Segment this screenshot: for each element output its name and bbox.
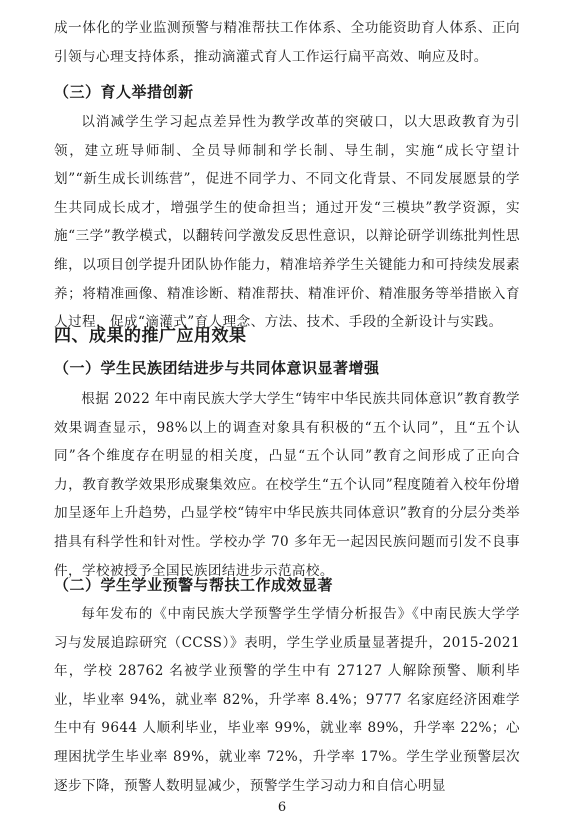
heading-education-measures: （三）育人举措创新 [54, 83, 194, 101]
heading-section-four: 四、成果的推广应用效果 [54, 326, 247, 346]
page-number: 6 [277, 800, 287, 815]
heading-ethnic-unity: （一）学生民族团结进步与共同体意识显著增强 [54, 359, 380, 377]
paragraph-support-system: 成一体化的学业监测预警与精准帮扶工作体系、全功能资助育人体系、正向引领与心理支持体系，推动滴灌式育人工作运行扁平高效、响应及时。 [54, 20, 520, 65]
paragraph-ethnic-unity: 根据 2022 年中南民族大学大学生“铸牢中华民族共同体意识”教育教学效果调查显示，98%以上的调查对象具有积极的“五个认同”，且“五个认同”各个维度存在明显的相关度，凸显“五个认同”教育之间形成了正向合力，教育教学效果形成聚集效应。在校学生“五个认同”程度随着入校年份增加呈逐年上升趋势，凸显学校“铸牢中华民族共同体意识”教育的分层分类举措具有科学性和针对性。学校办学 70 多年无一起因民族问题而引发不良事件，学校被授予全国民族团结进步示范高校。 [54, 391, 520, 579]
paragraph-academic-warning: 每年发布的《中南民族大学预警学生学情分析报告》《中南民族大学学习与发展追踪研究（CCSS）》表明，学生学业质量显著提升，2015-2021 年，学校 28762 名被学业预警的学生中有 27127 人解除预警、顺利毕业，毕业率 94%，就业率 82%，升学率 8.4%；9777 名家庭经济困难学生中有 9644 人顺利毕业，毕业率 99%，就业率 89%，升学率 22%；心理困扰学生毕业率 89%，就业率 72%，升学率 17%。学生学业预警层次逐步下降，预警人数明显减少，预警学生学习动力和自信心明显 [54, 606, 520, 794]
paragraph-education-measures: 以消减学生学习起点差异性为教学改革的突破口，以大思政教育为引领，建立班导师制、全员导师制和学长制、导生制，实施“成长守望计划”“新生成长训练营”，促进不同学力、不同文化背景、不同发展愿景的学生共同成长成才，增强学生的使命担当；通过开发“三模块”教学资源，实施“三学”教学模式，以翻转问学激发反思性意识，以辩论研学训练批判性思维，以项目创学提升团队协作能力，精准培养学生关键能力和可持续发展素养；将精准画像、精准诊断、精准帮扶、精准评价、精准服务等举措嵌入育人过程，促成“滴灌式”育人理念、方法、技术、手段的全新设计与实践。 [54, 114, 520, 331]
heading-academic-warning: （二）学生学业预警与帮扶工作成效显著 [54, 576, 334, 594]
